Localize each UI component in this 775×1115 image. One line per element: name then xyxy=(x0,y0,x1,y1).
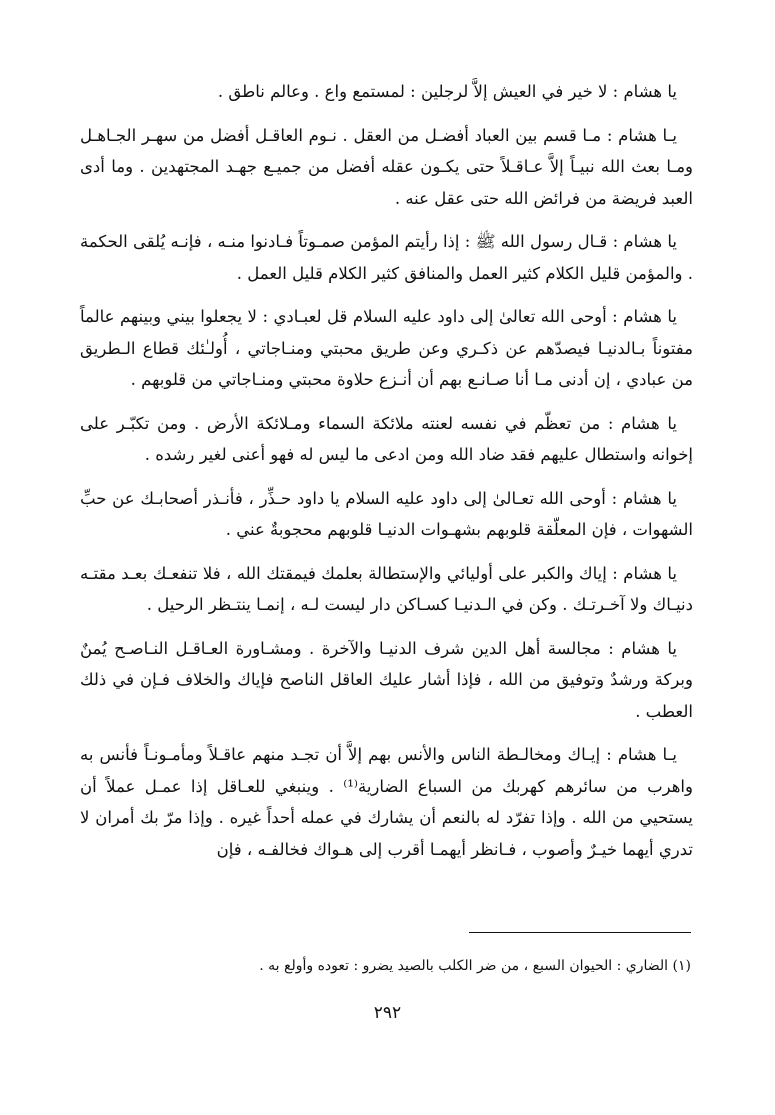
paragraph-8: يا هشام : مجالسة أهل الدين شرف الدنيـا والآخرة . ومشـاورة العـاقـل النـاصـح يُمنٌ وبركة ورشدٌ وتوفيق من الله ، فإذا أشار عليك العاقل الناصح فإياك والخلاف فـإن في ذلك العطب . xyxy=(80,638,693,721)
footnote-divider xyxy=(469,932,691,933)
main-text xyxy=(80,76,693,877)
paragraph-7: يا هشام : إياك والكبر على أوليائي والإستطالة بعلمك فيمقتك الله ، فلا تنفعـك بعـد مقتـه دنيـاك ولا آخـرتـك . وكن في الـدنيـا كسـاكن دار ليست لـه ، إنمـا ينتـظر الرحيل . xyxy=(80,563,693,614)
footnote: (١) الضاري : الحيوان السبع ، من ضر الكلب بالصيد يضرو : تعوده وأولع به . xyxy=(259,958,691,974)
paragraph-1: يا هشام : لا خير في العيش إلاَّ لرجلين : لمستمع واع . وعالم ناطق . xyxy=(217,82,677,101)
paragraph-3: يا هشام : قـال رسول الله ﷺ : إذا رأيتم المؤمن صمـوتاً فـادنوا منـه ، فإنـه يُلقى الحكمة . والمؤمن قليل الكلام كثير العمل والمنافق كثير الكلام قليل العمل . xyxy=(80,232,693,283)
paragraph-9: يـا هشام : إيـاك ومخالـطة الناس والأنس بهم إلاَّ أن تجـد منهم عاقـلاً ومأمـونـاً فأنس به واهرب من سائرهم كهربك من السباع الضارية⁽¹⁾ . وينبغي للعـاقل إذا عمـل عملاً أن يستحيي من الله . وإذا تفرّد له بالنعم أن يشارك في عمله أحداً غيره . وإذا مرّ بك أمران لا تدري أيهما خيـرٌ وأصوب ، فـانظر أيهمـا أقرب إلى هـواك فخالفـه ، فإن xyxy=(80,745,693,859)
paragraph-5: يا هشام : من تعظّم في نفسه لعنته ملائكة السماء ومـلائكة الأرض . ومن تكبّـر على إخوانه واستطال عليهم فقد ضاد الله ومن ادعى ما ليس له فهو أعنى لغير رشده . xyxy=(80,413,693,464)
page-number: ٢٩٢ xyxy=(373,1003,402,1023)
paragraph-4: يا هشام : أوحى الله تعالىٰ إلى داود عليه السلام قل لعبـادي : لا يجعلوا بيني وبينهم عالماً مفتوناً بـالدنيـا فيصدّهم عن ذكـري وعن طريق محبتي ومنـاجاتي ، أُولـٰئك قطاع الـطريق من عبادي ، إن أدنى مـا أنا صـانـع بهم أن أنـزع حلاوة محبتي ومنـاجاتي من قلوبهم . xyxy=(80,307,693,389)
paragraph-6: يا هشام : أوحى الله تعـالىٰ إلى داود عليه السلام يا داود حـذِّر ، فأنـذر أصحابـك عن حبِّ الشهوات ، فإن المعلّقة قلوبهم بشهـوات الدنيـا قلوبهم محجوبةٌ عني . xyxy=(80,488,693,539)
paragraph-2: يـا هشام : مـا قسم بين العباد أفضـل من العقل . نـوم العاقـل أفضل من سهـر الجـاهـل ومـا بعث الله نبيـاً إلاَّ عـاقـلاً حتى يكـون عقله أفضل من جميـع جهـد المجتهدين . وما أدى العبد فريضة من فرائض الله حتى عقل عنه . xyxy=(80,125,693,208)
